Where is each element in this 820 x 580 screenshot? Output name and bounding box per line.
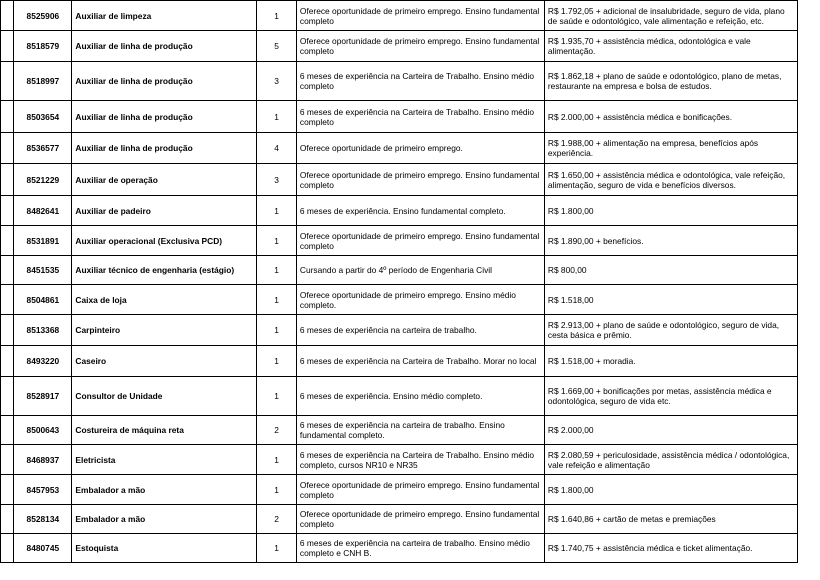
- table-row: [1, 505, 798, 534]
- job-code: 8480745: [14, 534, 72, 563]
- job-requirements: 6 meses de experiência na Carteira de Trabalho. Ensino médio completo: [296, 62, 544, 101]
- table-row: [1, 196, 798, 226]
- table-row: [1, 416, 798, 445]
- job-salary: R$ 1.650,00 + assistência médica e odontológica, vale refeição, alimentação, seguro de vida e benefícios diversos.: [544, 164, 797, 196]
- job-requirements: Oferece oportunidade de primeiro emprego. Ensino fundamental completo: [296, 31, 544, 62]
- job-title: Auxiliar de linha de produção: [72, 101, 257, 133]
- job-code: 8536577: [14, 133, 72, 164]
- table-row: [1, 445, 798, 475]
- job-salary: R$ 2.080,59 + periculosidade, assistência médica / odontológica, vale refeição e alimentação: [544, 445, 797, 475]
- job-salary: R$ 800,00: [544, 256, 797, 285]
- table-row: [1, 285, 798, 315]
- job-title: Estoquista: [72, 534, 257, 563]
- job-requirements: 6 meses de experiência. Ensino médio completo.: [296, 377, 544, 416]
- row-margin-cell: [1, 164, 14, 196]
- job-title: Auxiliar de linha de produção: [72, 62, 257, 101]
- job-code: 8525906: [14, 1, 72, 31]
- vacancy-count: 3: [257, 164, 297, 196]
- row-margin-cell: [1, 475, 14, 505]
- table-row: [1, 31, 798, 62]
- job-salary: R$ 1.862,18 + plano de saúde e odontológico, plano de metas, restaurante na empresa e bolsa de estudos.: [544, 62, 797, 101]
- job-code: 8504861: [14, 285, 72, 315]
- job-code: 8482641: [14, 196, 72, 226]
- job-salary: R$ 1.800,00: [544, 475, 797, 505]
- row-margin-cell: [1, 534, 14, 563]
- job-code: 8468937: [14, 445, 72, 475]
- job-salary: R$ 1.890,00 + benefícios.: [544, 226, 797, 256]
- job-title: Consultor de Unidade: [72, 377, 257, 416]
- vacancy-count: 4: [257, 133, 297, 164]
- job-title: Auxiliar de limpeza: [72, 1, 257, 31]
- row-margin-cell: [1, 133, 14, 164]
- table-row: [1, 101, 798, 133]
- job-salary: R$ 1.518,00 + moradia.: [544, 346, 797, 377]
- job-requirements: Cursando a partir do 4º período de Engenharia Civil: [296, 256, 544, 285]
- job-title: Embalador a mão: [72, 505, 257, 534]
- job-table-body: [1, 1, 798, 563]
- table-row: [1, 346, 798, 377]
- row-margin-cell: [1, 445, 14, 475]
- job-requirements: Oferece oportunidade de primeiro emprego.: [296, 133, 544, 164]
- row-margin-cell: [1, 377, 14, 416]
- job-title: Auxiliar de padeiro: [72, 196, 257, 226]
- job-salary: R$ 1.800,00: [544, 196, 797, 226]
- job-requirements: 6 meses de experiência na Carteira de Trabalho. Ensino médio completo: [296, 101, 544, 133]
- vacancy-count: 1: [257, 445, 297, 475]
- table-row: [1, 534, 798, 563]
- job-title: Carpinteiro: [72, 315, 257, 346]
- vacancy-count: 2: [257, 416, 297, 445]
- job-requirements: Oferece oportunidade de primeiro emprego. Ensino fundamental completo: [296, 505, 544, 534]
- job-salary: R$ 2.000,00 + assistência médica e bonificações.: [544, 101, 797, 133]
- job-requirements: 6 meses de experiência na carteira de trabalho. Ensino médio completo e CNH B.: [296, 534, 544, 563]
- job-code: 8500643: [14, 416, 72, 445]
- vacancy-count: 1: [257, 1, 297, 31]
- job-requirements: 6 meses de experiência na Carteira de Trabalho. Ensino médio completo, cursos NR10 e NR35: [296, 445, 544, 475]
- row-margin-cell: [1, 416, 14, 445]
- vacancy-count: 1: [257, 377, 297, 416]
- vacancy-count: 1: [257, 196, 297, 226]
- row-margin-cell: [1, 31, 14, 62]
- job-code: 8457953: [14, 475, 72, 505]
- job-code: 8521229: [14, 164, 72, 196]
- job-title: Auxiliar de operação: [72, 164, 257, 196]
- job-salary: R$ 2.913,00 + plano de saúde e odontológico, seguro de vida, cesta básica e prêmio.: [544, 315, 797, 346]
- job-title: Caixa de loja: [72, 285, 257, 315]
- job-title: Eletricista: [72, 445, 257, 475]
- job-requirements: 6 meses de experiência na carteira de trabalho.: [296, 315, 544, 346]
- row-margin-cell: [1, 101, 14, 133]
- job-salary: R$ 1.935,70 + assistência médica, odontológica e vale alimentação.: [544, 31, 797, 62]
- job-title: Auxiliar de linha de produção: [72, 133, 257, 164]
- vacancy-count: 3: [257, 62, 297, 101]
- job-salary: R$ 1.640,86 + cartão de metas e premiações: [544, 505, 797, 534]
- vacancy-count: 1: [257, 226, 297, 256]
- job-code: 8513368: [14, 315, 72, 346]
- table-row: [1, 226, 798, 256]
- job-title: Embalador a mão: [72, 475, 257, 505]
- job-salary: R$ 1.518,00: [544, 285, 797, 315]
- job-code: 8503654: [14, 101, 72, 133]
- job-salary: R$ 1.669,00 + bonificações por metas, assistência médica e odontológica, seguro de vida etc.: [544, 377, 797, 416]
- job-salary: R$ 2.000,00: [544, 416, 797, 445]
- vacancy-count: 1: [257, 534, 297, 563]
- vacancy-count: 1: [257, 256, 297, 285]
- table-row: [1, 164, 798, 196]
- row-margin-cell: [1, 285, 14, 315]
- table-row: [1, 475, 798, 505]
- job-requirements: Oferece oportunidade de primeiro emprego. Ensino fundamental completo: [296, 1, 544, 31]
- row-margin-cell: [1, 315, 14, 346]
- job-code: 8531891: [14, 226, 72, 256]
- job-title: Costureira de máquina reta: [72, 416, 257, 445]
- vacancy-count: 1: [257, 101, 297, 133]
- job-code: 8451535: [14, 256, 72, 285]
- row-margin-cell: [1, 256, 14, 285]
- table-row: [1, 315, 798, 346]
- job-salary: R$ 1.792,05 + adicional de insalubridade, seguro de vida, plano de saúde e odontológico, vale alimentação e refeição, etc.: [544, 1, 797, 31]
- job-requirements: 6 meses de experiência. Ensino fundamental completo.: [296, 196, 544, 226]
- job-title: Auxiliar operacional (Exclusiva PCD): [72, 226, 257, 256]
- table-row: [1, 377, 798, 416]
- job-salary: R$ 1.988,00 + alimentação na empresa, benefícios após experiência.: [544, 133, 797, 164]
- row-margin-cell: [1, 1, 14, 31]
- table-row: [1, 133, 798, 164]
- job-requirements: 6 meses de experiência na Carteira de Trabalho. Morar no local: [296, 346, 544, 377]
- job-requirements: Oferece oportunidade de primeiro emprego. Ensino fundamental completo: [296, 164, 544, 196]
- job-title: Auxiliar técnico de engenharia (estágio): [72, 256, 257, 285]
- row-margin-cell: [1, 505, 14, 534]
- row-margin-cell: [1, 196, 14, 226]
- job-code: 8493220: [14, 346, 72, 377]
- row-margin-cell: [1, 62, 14, 101]
- vacancy-count: 1: [257, 475, 297, 505]
- job-title: Caseiro: [72, 346, 257, 377]
- job-requirements: Oferece oportunidade de primeiro emprego. Ensino médio completo.: [296, 285, 544, 315]
- job-requirements: 6 meses de experiência na carteira de trabalho. Ensino fundamental completo.: [296, 416, 544, 445]
- row-margin-cell: [1, 226, 14, 256]
- job-title: Auxiliar de linha de produção: [72, 31, 257, 62]
- vacancy-count: 2: [257, 505, 297, 534]
- table-row: [1, 62, 798, 101]
- vacancy-count: 5: [257, 31, 297, 62]
- job-requirements: Oferece oportunidade de primeiro emprego. Ensino fundamental completo: [296, 226, 544, 256]
- job-code: 8518579: [14, 31, 72, 62]
- job-code: 8518997: [14, 62, 72, 101]
- table-row: [1, 1, 798, 31]
- job-code: 8528917: [14, 377, 72, 416]
- table-row: [1, 256, 798, 285]
- job-requirements: Oferece oportunidade de primeiro emprego. Ensino fundamental completo: [296, 475, 544, 505]
- row-margin-cell: [1, 346, 14, 377]
- vacancy-count: 1: [257, 315, 297, 346]
- vacancy-count: 1: [257, 285, 297, 315]
- vacancy-count: 1: [257, 346, 297, 377]
- job-salary: R$ 1.740,75 + assistência médica e ticket alimentação.: [544, 534, 797, 563]
- job-code: 8528134: [14, 505, 72, 534]
